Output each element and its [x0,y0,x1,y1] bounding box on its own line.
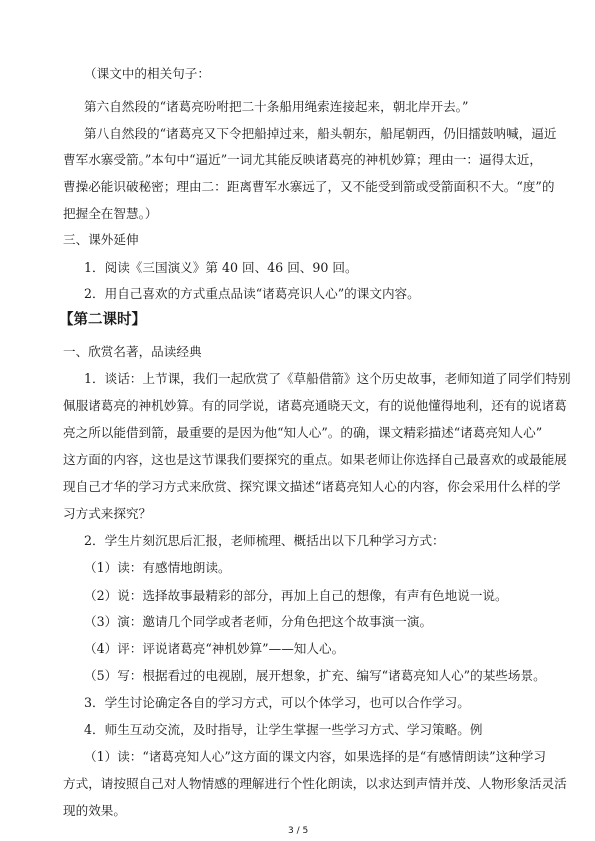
paragraph-line: 这方面的内容，这也是这节课我们要探究的重点。如果老师让你选择自己最喜欢的或最能展 [63,452,567,467]
lesson-heading: 【第二课时】 [59,312,146,328]
paragraph-line: 现的效果。 [63,803,126,818]
section-heading: 三、课外延伸 [63,232,139,247]
section-heading: 一、欣赏名著，品读经典 [63,344,202,359]
paragraph-line: 把握全在智慧。） [63,206,158,221]
paragraph-line: 现自己才华的学习方式来欣赏、探究课文描述“诸葛亮知人心的内容，你会采用什么样的学 [63,479,561,494]
paragraph-line: 第八自然段的“诸葛亮又下令把船掉过来，船头朝东，船尾朝西，仍旧擂鼓呐喊，逼近 [84,126,557,141]
page-number: 3 / 5 [288,826,309,836]
list-item: （1）读：有感情地朗读。 [84,560,231,575]
list-item: 3．学生讨论确定各自的学习方式，可以个体学习，也可以合作学习。 [84,695,470,710]
paragraph-line: 第六自然段的“诸葛亮吩咐把二十条船用绳索连接起来，朝北岸开去。” [84,99,469,114]
paragraph-line: 习方式来探究？ [63,506,152,521]
list-item: 2．用自己喜欢的方式重点品读“诸葛亮识人心”的课文内容。 [84,286,420,301]
list-item: 2．学生片刻沉思后汇报，老师梳理、概括出以下几种学习方式： [84,533,445,548]
list-item: 1．阅读《三国演义》第 40 回、46 回、90 回。 [84,260,358,275]
paragraph-line: 曹军水寨受箭。”本句中“逼近”一词尤其能反映诸葛亮的神机妙算；理由一：逼得太近， [63,152,542,167]
list-item: （2）说：选择故事最精彩的部分，再加上自己的想像，有声有色地说一说。 [84,588,508,603]
paragraph-line: 曹操必能识破秘密；理由二：距离曹军水寨远了，又不能受到箭或受箭面积不大。“度”的 [63,179,555,194]
list-item: （3）演：邀请几个同学或者老师，分角色把这个故事演一演。 [84,614,433,629]
paragraph-line: （课文中的相关句子： [84,66,210,81]
paragraph-line: 1．谈话：上节课，我们一起欣赏了《草船借箭》这个历史故事，老师知道了同学们特别 [84,371,571,386]
list-item: 4．师生互动交流，及时指导，让学生掌握一些学习方式、学习策略。例 [84,722,483,737]
list-item: （4）评：评说诸葛亮“神机妙算”——知人心。 [84,641,345,656]
paragraph-line: 佩服诸葛亮的神机妙算。有的同学说，诸葛亮通晓天文，有的说他懂得地利，还有的说诸葛 [63,398,567,413]
list-item: （5）写：根据看过的电视剧，展开想象，扩充、编写“诸葛亮知人心”的某些场景。 [84,668,546,683]
paragraph-line: 方式，请按照自己对人物情感的理解进行个性化朗读，以求达到声情并茂、人物形象活灵活 [63,776,567,791]
paragraph-line: 亮之所以能借到箭，最重要的是因为他“知人心”。的确，课文精彩描述“诸葛亮知人心” [63,425,543,440]
paragraph-line: （1）读：“诸葛亮知人心”这方面的课文内容，如果选择的是“有感情朗读”这种学习 [84,749,546,764]
